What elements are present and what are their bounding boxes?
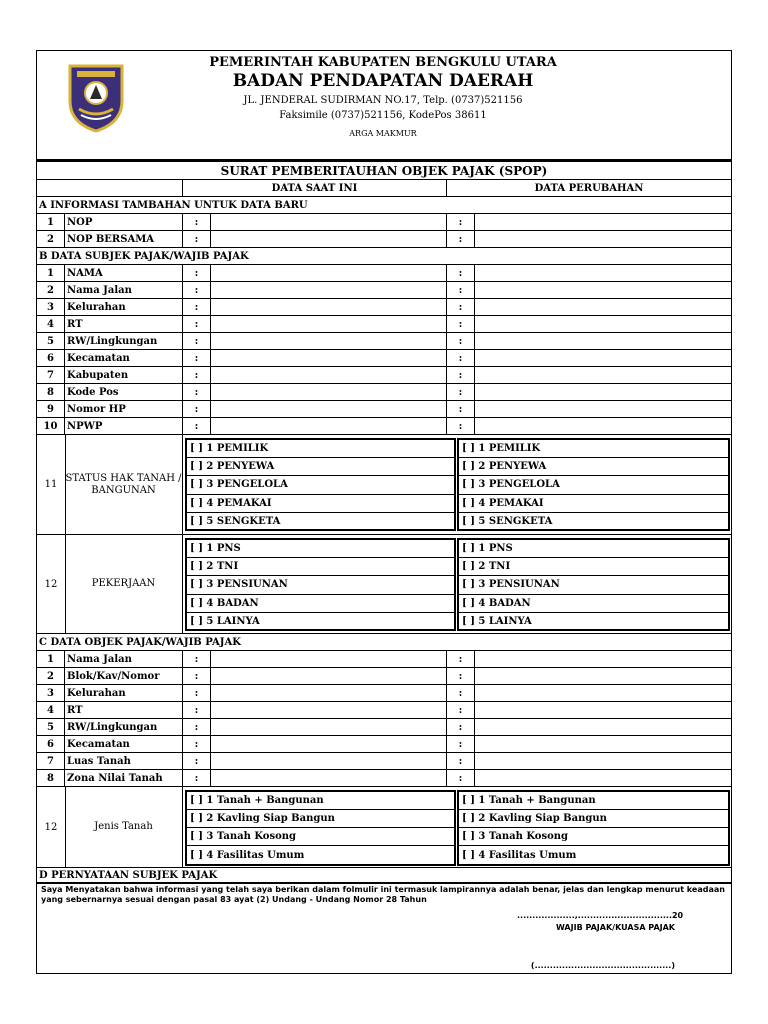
change-value-field[interactable] xyxy=(475,702,731,718)
job-options-change xyxy=(457,538,730,631)
change-value-field[interactable] xyxy=(475,753,731,769)
colon: : xyxy=(183,719,211,735)
status-group xyxy=(37,435,731,535)
checkbox-option[interactable]: [ ] 3 Tanah Kosong xyxy=(459,828,728,846)
field-row xyxy=(37,299,731,316)
field-label: NAMA xyxy=(65,265,183,281)
colon: : xyxy=(447,265,475,281)
change-value-field[interactable] xyxy=(475,214,731,230)
field-row xyxy=(37,316,731,333)
field-label: Kode Pos xyxy=(65,384,183,400)
field-label: NOP BERSAMA xyxy=(65,231,183,247)
section-b-title: B DATA SUBJEK PAJAK/WAJIB PAJAK xyxy=(37,248,731,265)
colon: : xyxy=(447,685,475,701)
checkbox-option[interactable]: [ ] 1 PEMILIK xyxy=(459,440,728,458)
checkbox-option[interactable]: [ ] 5 LAINYA xyxy=(462,616,532,628)
status-options-current xyxy=(185,438,456,531)
field-row xyxy=(37,753,731,770)
checkbox-option[interactable]: [ ] 1 Tanah + Bangunan xyxy=(459,792,728,810)
colon: : xyxy=(183,316,211,332)
checkbox-option[interactable]: [ ] 1 PEMILIK xyxy=(187,440,454,458)
change-value-field[interactable] xyxy=(475,231,731,247)
checkbox-option[interactable]: [ ] 4 BADAN xyxy=(187,595,454,613)
row-number: 6 xyxy=(37,350,65,366)
current-value-field[interactable] xyxy=(211,333,447,349)
change-value-field[interactable] xyxy=(475,401,731,417)
checkbox-option[interactable]: [ ] 1 PNS xyxy=(459,540,728,558)
colon: : xyxy=(447,384,475,400)
signature-date-line: ...................,...............................20 xyxy=(517,911,684,920)
colon: : xyxy=(447,316,475,332)
checkbox-option[interactable]: [ ] 4 PEMAKAI xyxy=(459,495,728,513)
row-number: 3 xyxy=(37,299,65,315)
colon: : xyxy=(183,418,211,434)
signatory-role: WAJIB PAJAK/KUASA PAJAK xyxy=(555,923,675,932)
land-label: Jenis Tanah xyxy=(65,787,183,867)
change-value-field[interactable] xyxy=(475,651,731,667)
spop-form xyxy=(36,50,732,974)
agency-name: BADAN PENDAPATAN DAERAH xyxy=(232,71,534,91)
row-number: 5 xyxy=(37,333,65,349)
colon: : xyxy=(183,265,211,281)
row-number: 1 xyxy=(37,651,65,667)
land-options-current xyxy=(185,790,456,866)
checkbox-option[interactable]: [ ] 2 Kavling Siap Bangun xyxy=(459,810,728,828)
field-row xyxy=(37,401,731,418)
colon: : xyxy=(183,384,211,400)
colon: : xyxy=(447,401,475,417)
current-value-field[interactable] xyxy=(211,316,447,332)
regency-emblem-icon xyxy=(67,63,125,133)
col-current: DATA SAAT INI xyxy=(183,180,447,196)
change-value-field[interactable] xyxy=(475,668,731,684)
colon: : xyxy=(183,668,211,684)
field-row xyxy=(37,736,731,753)
row-number: 7 xyxy=(37,367,65,383)
declaration-text: Saya Menyatakan bahwa informasi yang telah saya berikan dalam folmulir ini termasuk lampirannya adalah benar, jelas dan lengkap menurut keadaan yang sebernarnya sesuai dengan pasal 83 ayat (2) Undang - Undang Nomor 28 Tahun xyxy=(41,885,725,904)
field-label: Kecamatan xyxy=(65,736,183,752)
change-value-field[interactable] xyxy=(475,736,731,752)
colon: : xyxy=(183,299,211,315)
colon: : xyxy=(447,282,475,298)
current-value-field[interactable] xyxy=(211,418,447,434)
field-label: Kelurahan xyxy=(65,299,183,315)
field-row xyxy=(37,651,731,668)
row-number: 8 xyxy=(37,770,65,786)
current-value-field[interactable] xyxy=(211,367,447,383)
col-change: DATA PERUBAHAN xyxy=(534,182,644,194)
field-label: RT xyxy=(65,702,183,718)
current-value-field[interactable] xyxy=(211,770,447,786)
row-number: 7 xyxy=(37,753,65,769)
column-header-row xyxy=(37,180,731,197)
colon: : xyxy=(447,367,475,383)
field-row xyxy=(37,668,731,685)
current-value-field[interactable] xyxy=(211,702,447,718)
field-label: RW/Lingkungan xyxy=(65,333,183,349)
status-num: 11 xyxy=(37,435,66,534)
job-label: PEKERJAAN xyxy=(65,535,183,633)
colon: : xyxy=(447,736,475,752)
colon: : xyxy=(183,231,211,247)
colon: : xyxy=(447,299,475,315)
field-label: Blok/Kav/Nomor xyxy=(65,668,183,684)
current-value-field[interactable] xyxy=(211,214,447,230)
change-value-field[interactable] xyxy=(475,299,731,315)
status-label: STATUS HAK TANAH / BANGUNAN xyxy=(65,435,183,534)
change-value-field[interactable] xyxy=(475,265,731,281)
row-number: 6 xyxy=(37,736,65,752)
checkbox-option[interactable]: [ ] 2 Kavling Siap Bangun xyxy=(187,810,454,828)
field-label: Nama Jalan xyxy=(65,651,183,667)
row-number: 9 xyxy=(37,401,65,417)
current-value-field[interactable] xyxy=(211,401,447,417)
colon: : xyxy=(183,282,211,298)
field-row xyxy=(37,770,731,787)
colon: : xyxy=(447,350,475,366)
colon: : xyxy=(447,418,475,434)
checkbox-option[interactable]: [ ] 3 PENSIUNAN xyxy=(459,576,728,594)
field-row xyxy=(37,685,731,702)
field-label: Kelurahan xyxy=(65,685,183,701)
checkbox-option[interactable]: [ ] 4 PEMAKAI xyxy=(187,495,454,513)
section-d-title: D PERNYATAAN SUBJEK PAJAK xyxy=(37,868,731,884)
section-a-title: A INFORMASI TAMBAHAN UNTUK DATA BARU xyxy=(37,197,731,214)
field-row xyxy=(37,231,731,248)
change-value-field[interactable] xyxy=(475,685,731,701)
change-value-field[interactable] xyxy=(475,333,731,349)
field-label: Luas Tanah xyxy=(65,753,183,769)
checkbox-option[interactable]: [ ] 3 PENGELOLA xyxy=(187,476,454,494)
colon: : xyxy=(447,214,475,230)
current-value-field[interactable] xyxy=(211,736,447,752)
status-options-change xyxy=(457,438,730,531)
row-number: 8 xyxy=(37,384,65,400)
field-row xyxy=(37,214,731,231)
field-label: RW/Lingkungan xyxy=(65,719,183,735)
colon: : xyxy=(447,668,475,684)
field-label: NPWP xyxy=(65,418,183,434)
checkbox-option[interactable]: [ ] 4 Fasilitas Umum xyxy=(462,849,577,861)
checkbox-option[interactable]: [ ] 2 PENYEWA xyxy=(459,458,728,476)
field-row xyxy=(37,350,731,367)
row-number: 2 xyxy=(37,231,65,247)
colon: : xyxy=(183,736,211,752)
field-row xyxy=(37,702,731,719)
change-value-field[interactable] xyxy=(475,367,731,383)
row-number: 3 xyxy=(37,685,65,701)
checkbox-option[interactable]: [ ] 5 LAINYA xyxy=(190,616,260,628)
checkbox-option[interactable]: [ ] 1 Tanah + Bangunan xyxy=(187,792,454,810)
letterhead xyxy=(37,51,731,161)
row-number: 1 xyxy=(37,214,65,230)
field-row xyxy=(37,719,731,736)
field-row xyxy=(37,265,731,282)
field-row xyxy=(37,384,731,401)
current-value-field[interactable] xyxy=(211,384,447,400)
row-number: 2 xyxy=(37,668,65,684)
field-label: Kecamatan xyxy=(65,350,183,366)
checkbox-option[interactable]: [ ] 4 Fasilitas Umum xyxy=(190,849,305,861)
checkbox-option[interactable]: [ ] 4 BADAN xyxy=(459,595,728,613)
colon: : xyxy=(183,651,211,667)
current-value-field[interactable] xyxy=(211,265,447,281)
change-value-field[interactable] xyxy=(475,384,731,400)
row-number: 2 xyxy=(37,282,65,298)
row-number: 5 xyxy=(37,719,65,735)
land-options-change xyxy=(457,790,730,866)
address: JL. JENDERAL SUDIRMAN NO.17, Telp. (0737)521156 xyxy=(243,95,523,106)
land-group xyxy=(37,787,731,868)
current-value-field[interactable] xyxy=(211,668,447,684)
field-label: Nama Jalan xyxy=(65,282,183,298)
gov-name: PEMERINTAH KABUPATEN BENGKULU UTARA xyxy=(209,55,557,70)
town: ARGA MAKMUR xyxy=(349,129,417,138)
section-c-title: C DATA OBJEK PAJAK/WAJIB PAJAK xyxy=(37,634,731,651)
signature-name-line: (.............................................) xyxy=(530,961,675,970)
row-number: 4 xyxy=(37,316,65,332)
checkbox-option[interactable]: [ ] 1 PNS xyxy=(187,540,454,558)
colon: : xyxy=(183,770,211,786)
job-num: 12 xyxy=(37,535,66,633)
field-row xyxy=(37,333,731,350)
field-label: Kabupaten xyxy=(65,367,183,383)
checkbox-option[interactable]: [ ] 2 TNI xyxy=(459,558,728,576)
field-row xyxy=(37,367,731,384)
colon: : xyxy=(447,651,475,667)
colon: : xyxy=(447,333,475,349)
colon: : xyxy=(183,401,211,417)
checkbox-option[interactable]: [ ] 5 SENGKETA xyxy=(190,516,281,528)
current-value-field[interactable] xyxy=(211,753,447,769)
colon: : xyxy=(183,753,211,769)
change-value-field[interactable] xyxy=(475,350,731,366)
colon: : xyxy=(447,231,475,247)
change-value-field[interactable] xyxy=(475,770,731,786)
checkbox-option[interactable]: [ ] 3 PENSIUNAN xyxy=(187,576,454,594)
current-value-field[interactable] xyxy=(211,651,447,667)
current-value-field[interactable] xyxy=(211,350,447,366)
colon: : xyxy=(447,753,475,769)
colon: : xyxy=(447,770,475,786)
checkbox-option[interactable]: [ ] 3 Tanah Kosong xyxy=(187,828,454,846)
colon: : xyxy=(183,702,211,718)
field-label: Nomor HP xyxy=(65,401,183,417)
colon: : xyxy=(183,214,211,230)
change-value-field[interactable] xyxy=(475,719,731,735)
checkbox-option[interactable]: [ ] 2 TNI xyxy=(187,558,454,576)
colon: : xyxy=(447,719,475,735)
form-title: SURAT PEMBERITAUHAN OBJEK PAJAK (SPOP) xyxy=(37,161,731,180)
row-number: 10 xyxy=(37,418,65,434)
current-value-field[interactable] xyxy=(211,719,447,735)
job-options-current xyxy=(185,538,456,631)
fax: Faksimile (0737)521156, KodePos 38611 xyxy=(279,110,487,121)
current-value-field[interactable] xyxy=(211,282,447,298)
field-row xyxy=(37,418,731,435)
row-number: 4 xyxy=(37,702,65,718)
change-value-field[interactable] xyxy=(475,316,731,332)
colon: : xyxy=(447,702,475,718)
change-value-field[interactable] xyxy=(475,282,731,298)
checkbox-option[interactable]: [ ] 5 SENGKETA xyxy=(462,516,553,528)
colon: : xyxy=(183,367,211,383)
colon: : xyxy=(183,333,211,349)
change-value-field[interactable] xyxy=(475,418,731,434)
field-label: Zona Nilai Tanah xyxy=(65,770,183,786)
land-num: 12 xyxy=(37,787,66,867)
job-group xyxy=(37,535,731,634)
checkbox-option[interactable]: [ ] 3 PENGELOLA xyxy=(459,476,728,494)
field-label: NOP xyxy=(65,214,183,230)
colon: : xyxy=(183,350,211,366)
row-number: 1 xyxy=(37,265,65,281)
checkbox-option[interactable]: [ ] 2 PENYEWA xyxy=(187,458,454,476)
current-value-field[interactable] xyxy=(211,299,447,315)
current-value-field[interactable] xyxy=(211,685,447,701)
current-value-field[interactable] xyxy=(211,231,447,247)
colon: : xyxy=(183,685,211,701)
field-row xyxy=(37,282,731,299)
field-label: RT xyxy=(65,316,183,332)
